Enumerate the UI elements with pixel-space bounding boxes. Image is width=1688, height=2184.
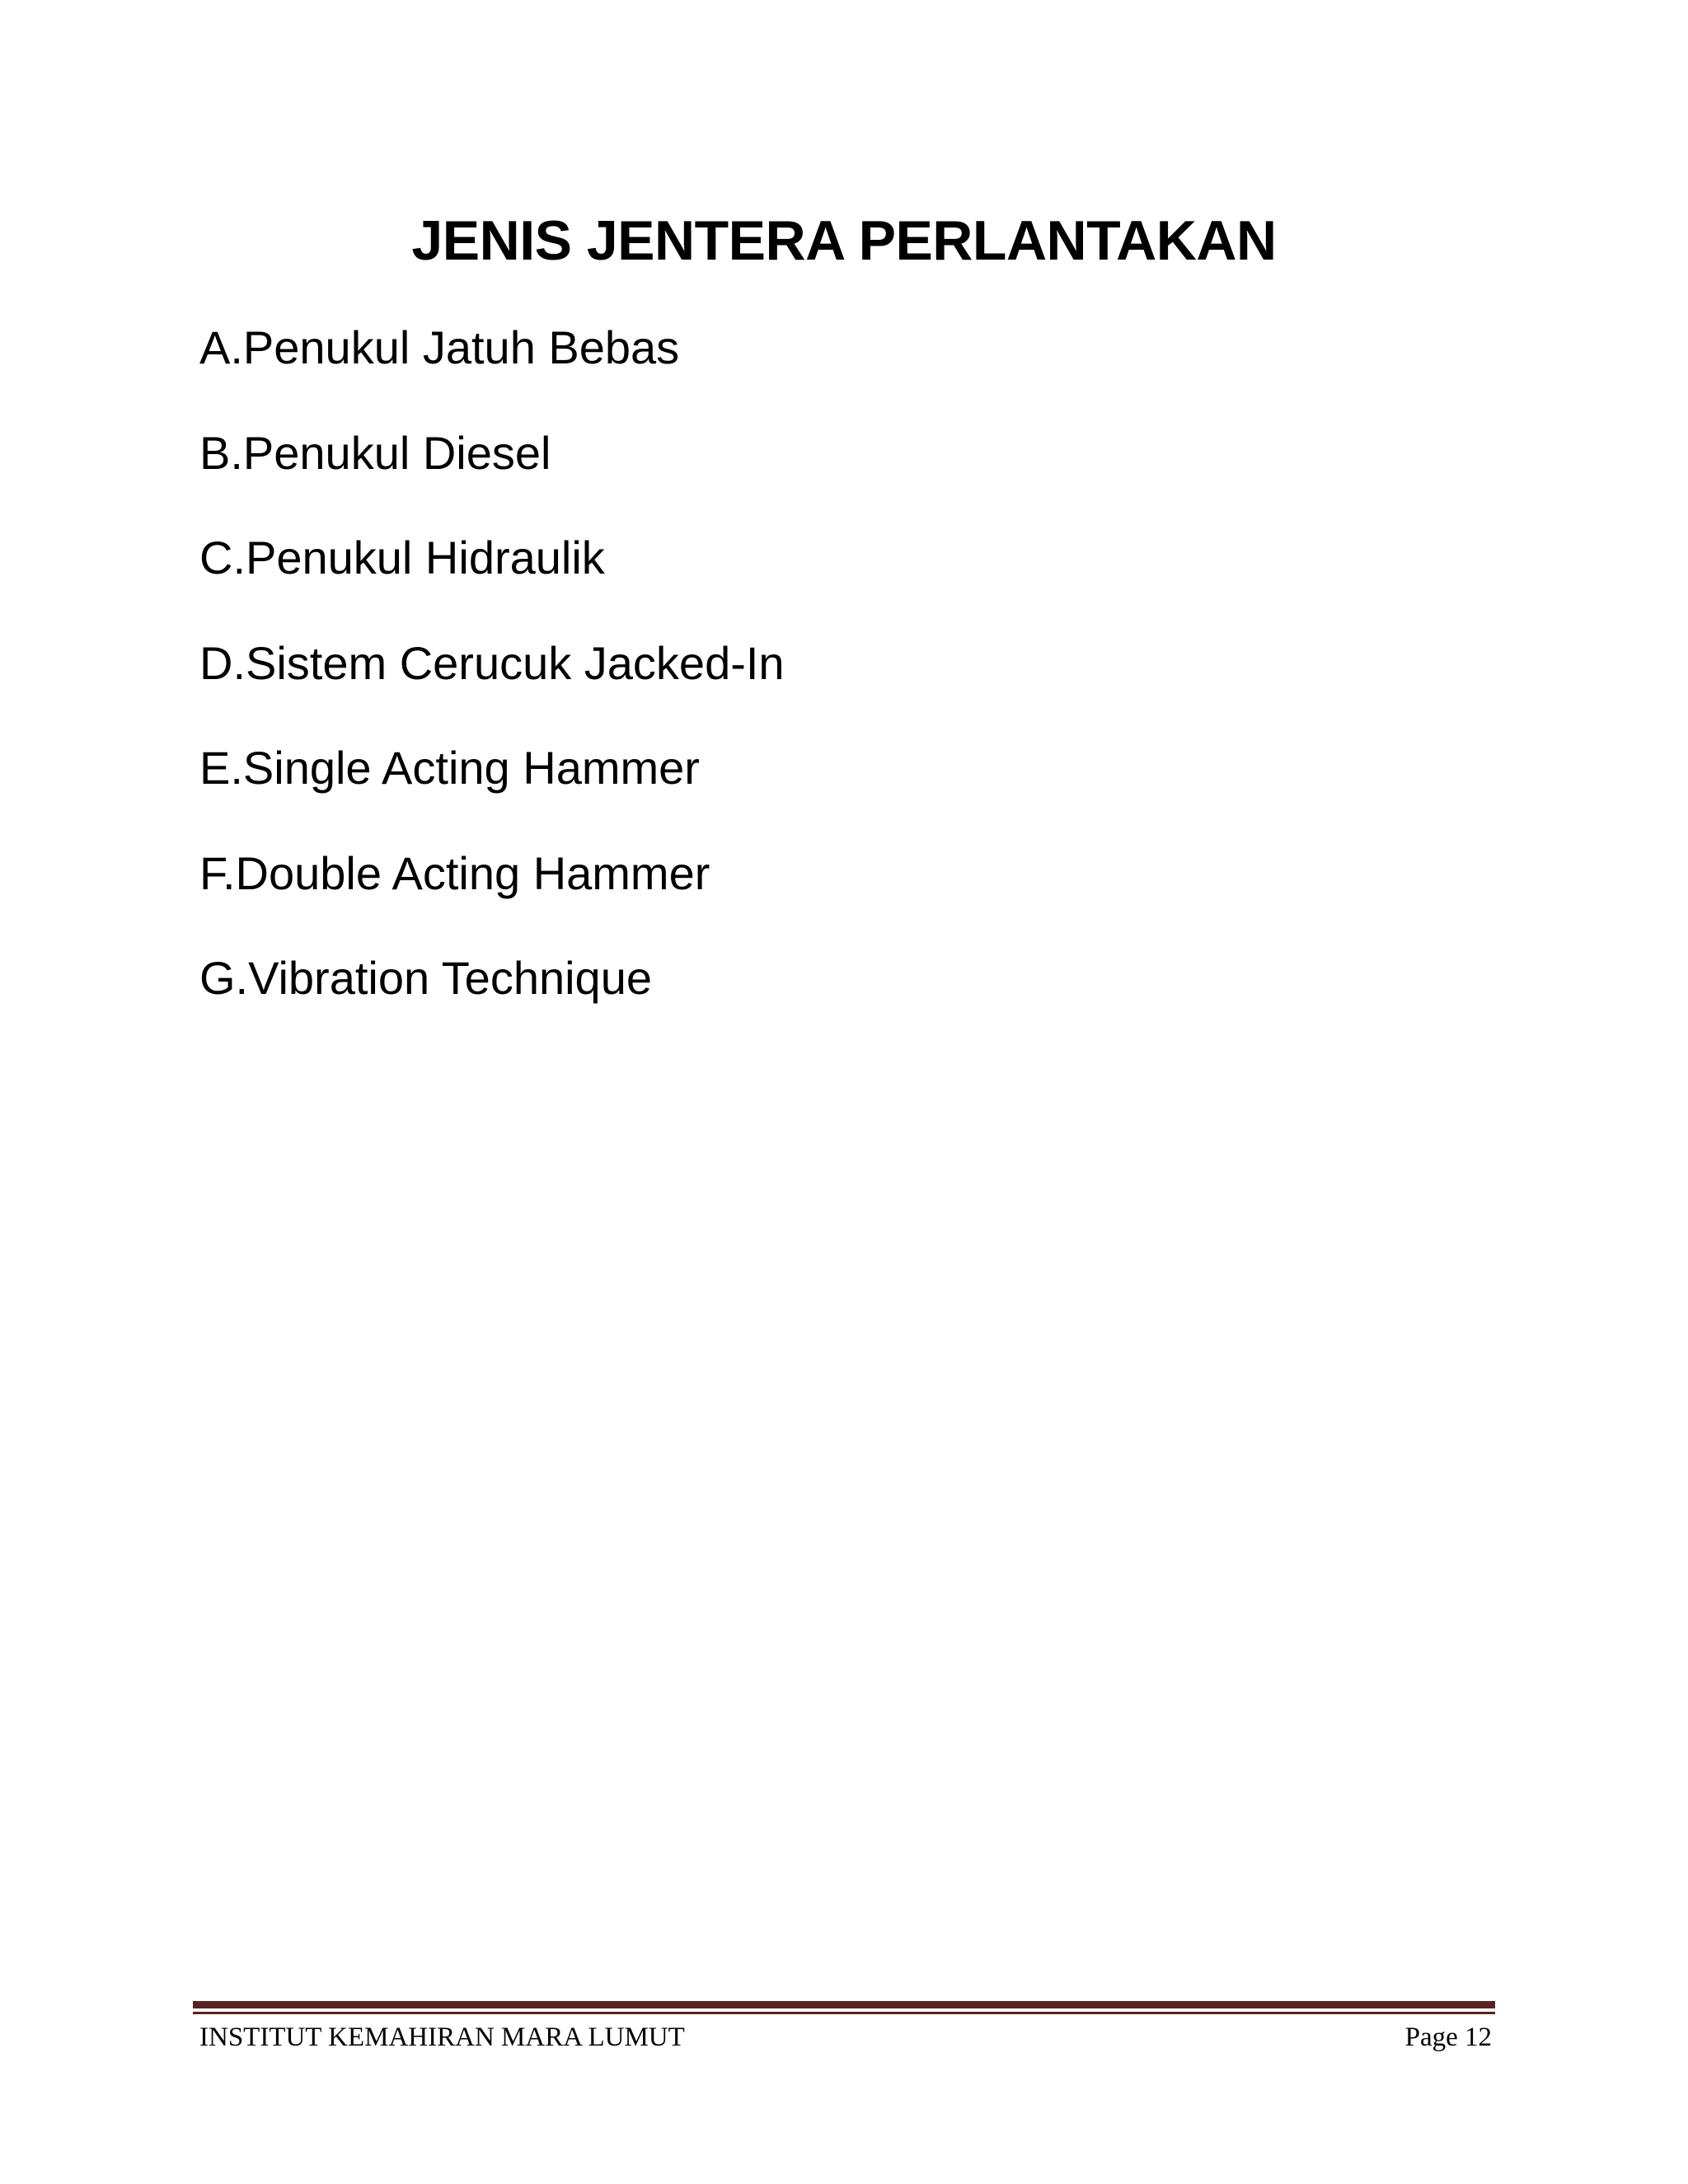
list-item-a: A.Penukul Jatuh Bebas xyxy=(199,321,680,373)
list-item-g: G.Vibration Technique xyxy=(199,952,652,1004)
page-title: JENIS JENTERA PERLANTAKAN xyxy=(411,209,1277,272)
footer-divider-thin xyxy=(193,2012,1495,2014)
footer-divider-thick xyxy=(193,2001,1495,2008)
list-item-c: C.Penukul Hidraulik xyxy=(199,532,605,583)
list-item-d: D.Sistem Cerucuk Jacked-In xyxy=(199,636,785,689)
list-item-b: B.Penukul Diesel xyxy=(199,426,551,479)
list-item-e: E.Single Acting Hammer xyxy=(199,742,700,794)
machine-type-list xyxy=(199,318,785,1054)
list-item-f: F.Double Acting Hammer xyxy=(199,846,710,899)
footer-institution: INSTITUT KEMAHIRAN MARA LUMUT xyxy=(199,2022,685,2052)
footer-page-number: Page 12 xyxy=(1404,2022,1492,2052)
